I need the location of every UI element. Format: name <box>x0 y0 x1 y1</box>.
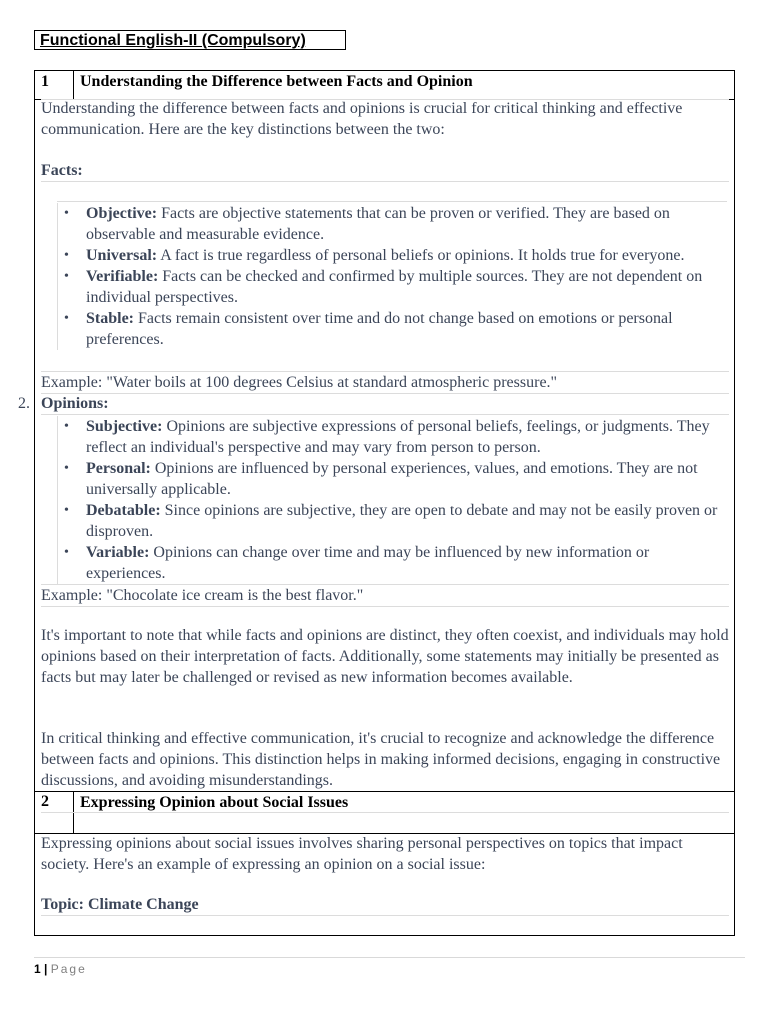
term: Stable: <box>86 310 134 327</box>
bullet-icon: • <box>64 248 69 263</box>
list-item <box>58 266 728 308</box>
opinions-list <box>57 416 728 584</box>
description: Since opinions are subjective, they are open to debate and may not be easily proven or disproven. <box>86 502 718 540</box>
footer-divider <box>34 957 745 958</box>
facts-example: Example: "Water boils at 100 degrees Celsius at standard atmospheric pressure." <box>41 374 558 391</box>
bullet-icon: • <box>64 311 69 326</box>
section-number: 1 <box>41 73 49 90</box>
bullet-icon: • <box>64 503 69 518</box>
section-number: 2 <box>41 793 49 810</box>
bullet-icon: • <box>64 269 69 284</box>
list-item <box>58 458 728 500</box>
intro-paragraph: Understanding the difference between facts and opinions is crucial for critical thinking and effective communication. Here are the key distinctions between the two: <box>41 100 683 138</box>
page-footer <box>34 962 87 976</box>
list-item <box>58 308 728 350</box>
page-number: 1 <box>34 962 41 976</box>
description: A fact is true regardless of personal beliefs or opinions. It holds true for everyone. <box>157 247 685 264</box>
opinions-number: 2. <box>18 395 30 412</box>
bullet-icon: • <box>64 206 69 221</box>
facts-list <box>57 203 728 350</box>
term: Personal: <box>86 460 151 477</box>
description: Opinions are subjective expressions of personal beliefs, feelings, or judgments. They reflect an individual's perspective and may vary from person to person. <box>86 418 710 456</box>
column-divider <box>73 71 74 99</box>
opinions-heading: Opinions: <box>41 395 109 412</box>
description: Facts are objective statements that can be proven or verified. They are based on observable and measurable evidence. <box>86 205 670 243</box>
page-label: Page <box>50 962 87 976</box>
term: Variable: <box>86 544 150 561</box>
footer-separator: | <box>44 962 48 976</box>
list-item <box>58 416 728 458</box>
section-heading: Expressing Opinion about Social Issues <box>80 794 349 811</box>
term: Universal: <box>86 247 158 264</box>
bullet-icon: • <box>64 545 69 560</box>
term: Verifiable: <box>86 268 159 285</box>
facts-heading: Facts: <box>41 162 83 179</box>
list-item <box>58 245 728 266</box>
guide-line <box>57 201 727 202</box>
description: Opinions are influenced by personal experiences, values, and emotions. They are not universally applicable. <box>86 460 698 498</box>
description: Facts can be checked and confirmed by multiple sources. They are not dependent on individual perspectives. <box>86 268 703 306</box>
bullet-icon: • <box>64 461 69 476</box>
description: Facts remain consistent over time and do not change based on emotions or personal preferences. <box>86 310 673 348</box>
list-item <box>58 500 728 542</box>
list-item <box>58 542 728 584</box>
section-heading: Understanding the Difference between Facts and Opinion <box>80 73 473 90</box>
document-title: Functional English-II (Compulsory) <box>34 30 346 50</box>
term: Subjective: <box>86 418 163 435</box>
guide-line <box>41 584 729 585</box>
term: Objective: <box>86 205 158 222</box>
bullet-icon: • <box>64 419 69 434</box>
guide-line <box>41 371 729 372</box>
topic-heading: Topic: Climate Change <box>41 896 199 913</box>
list-item <box>58 203 728 245</box>
body-paragraph: It's important to note that while facts and opinions are distinct, they often coexist, and individuals may hold opinions based on their interpretation of facts. Additionally, some statements may initially be presented as facts but may later be challenged or revised as new information becomes available. <box>41 627 729 686</box>
term: Debatable: <box>86 502 161 519</box>
opinions-example: Example: "Chocolate ice cream is the best flavor." <box>41 587 364 604</box>
body-paragraph: In critical thinking and effective communication, it's crucial to recognize and acknowledge the difference between facts and opinions. This distinction helps in making informed decisions, engaging in constructive discussions, and avoiding misunderstandings. <box>41 730 721 789</box>
description: Opinions can change over time and may be influenced by new information or experiences. <box>86 544 650 582</box>
guide-line <box>41 812 729 813</box>
intro-paragraph: Expressing opinions about social issues involves sharing personal perspectives on topics that impact society. Here's an example of expressing an opinion on a social issue: <box>41 835 683 873</box>
